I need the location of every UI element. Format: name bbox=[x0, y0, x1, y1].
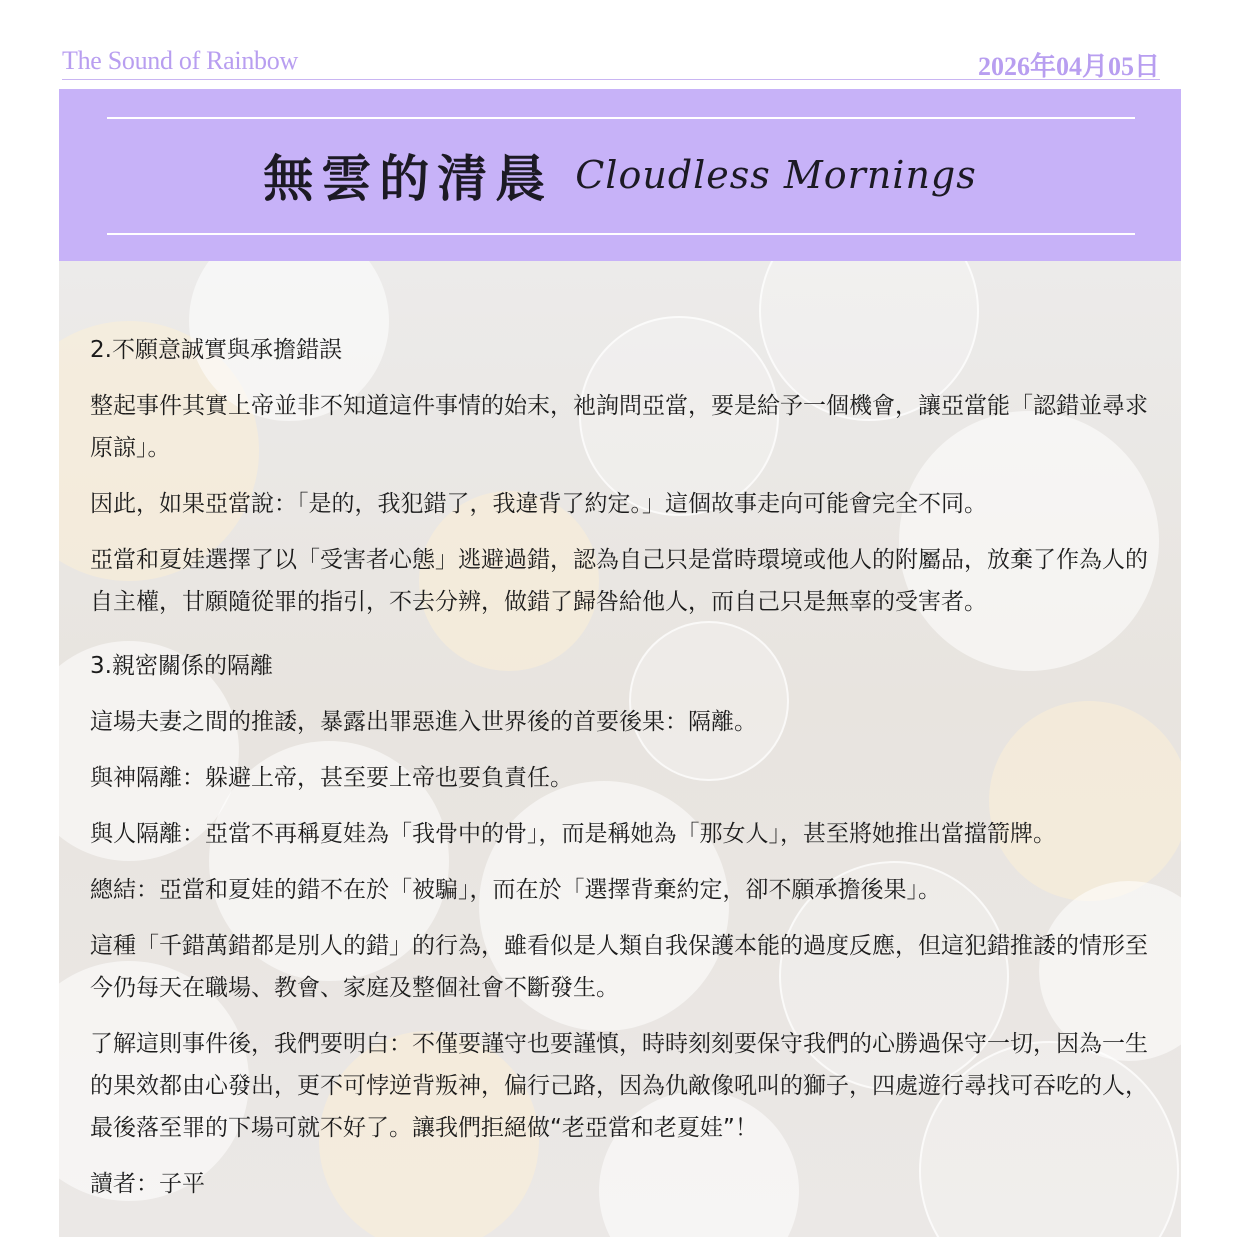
masthead-bar bbox=[62, 40, 1160, 80]
section-heading: 2.不願意誠實與承擔錯誤 bbox=[90, 337, 342, 363]
paragraph: 這場夫妻之間的推諉，暴露出罪惡進入世界後的首要後果：隔離。 bbox=[90, 709, 757, 735]
column-title-english: Cloudless Mornings bbox=[575, 153, 977, 197]
column-banner bbox=[59, 89, 1181, 261]
paragraph: 因此，如果亞當說：「是的，我犯錯了，我違背了約定。」這個故事走向可能會完全不同。 bbox=[90, 491, 987, 517]
column-title bbox=[59, 139, 1181, 211]
banner-top-rule bbox=[107, 117, 1135, 119]
column-title-chinese: 無雲的清晨 bbox=[263, 150, 554, 208]
paragraph: 亞當和夏娃選擇了以「受害者心態」逃避過錯，認為自己只是當時環境或他人的附屬品，放棄了作為人的自主權，甘願隨從罪的指引，不去分辨，做錯了歸咎給他人，而自己只是無辜的受害者。 bbox=[90, 547, 1148, 615]
paragraph: 整起事件其實上帝並非不知道這件事情的始末，祂詢問亞當，要是給予一個機會，讓亞當能「認錯並尋求原諒」。 bbox=[90, 393, 1148, 461]
site-name[interactable]: The Sound of Rainbow bbox=[62, 46, 298, 75]
paragraph: 了解這則事件後，我們要明白：不僅要謹守也要謹慎，時時刻刻要保守我們的心勝過保守一切，因為一生的果效都由心發出，更不可悖逆背叛神，偏行己路，因為仇敵像吼叫的獅子，四處遊行尋找可吞吃的人，最後落至罪的下場可就不好了。讓我們拒絕做“老亞當和老夏娃”！ bbox=[90, 1031, 1148, 1141]
author-credit: 讀者：子平 bbox=[90, 1171, 205, 1197]
paragraph: 總結：亞當和夏娃的錯不在於「被騙」，而在於「選擇背棄約定，卻不願承擔後果」。 bbox=[90, 877, 941, 903]
paragraph: 這種「千錯萬錯都是別人的錯」的行為，雖看似是人類自我保護本能的過度反應，但這犯錯推諉的情形至今仍每天在職場、教會、家庭及整個社會不斷發生。 bbox=[90, 933, 1148, 1001]
paragraph: 與神隔離：躲避上帝，甚至要上帝也要負責任。 bbox=[90, 765, 573, 791]
section-heading: 3.親密關係的隔離 bbox=[90, 653, 273, 679]
banner-bottom-rule bbox=[107, 233, 1135, 235]
issue-date: 2026年04月05日 bbox=[977, 52, 1160, 81]
paragraph: 與人隔離：亞當不再稱夏娃為「我骨中的骨」，而是稱她為「那女人」，甚至將她推出當擋箭牌。 bbox=[90, 821, 1056, 847]
article-body bbox=[90, 329, 1160, 1219]
article-panel bbox=[59, 261, 1181, 1237]
